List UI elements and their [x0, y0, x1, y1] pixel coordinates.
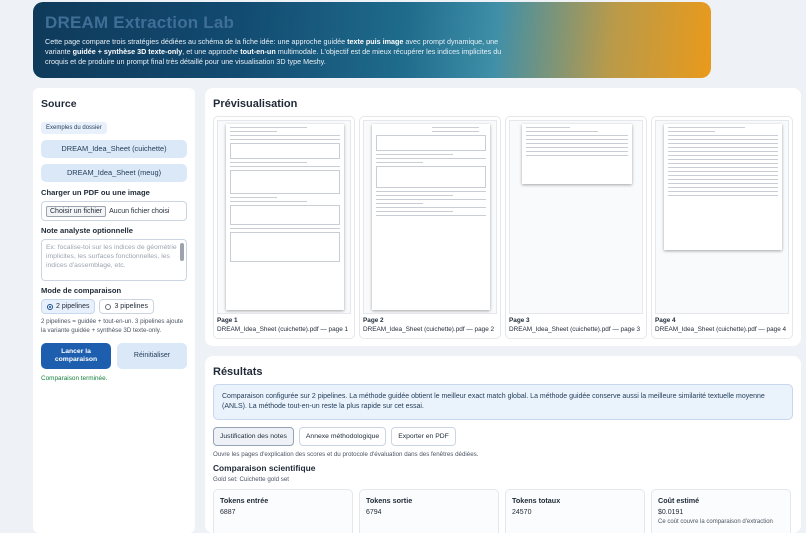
metric-card-total-tokens: Tokens totaux 24570 — [505, 489, 645, 533]
file-status: Aucun fichier choisi — [109, 207, 170, 215]
gold-set-label: Gold set: Cuichette gold set — [213, 476, 290, 483]
hero-banner — [33, 2, 711, 78]
preview-panel — [205, 88, 801, 346]
metric-card-estimated-cost: Coût estimé $0.0191 Ce coût couvre la comparaison d'extraction — [651, 489, 791, 533]
page-caption: DREAM_Idea_Sheet (cuichette).pdf — page 1 — [217, 326, 349, 333]
reset-button[interactable]: Réinitialiser — [117, 343, 187, 369]
metric-card-output-tokens: Tokens sortie 6794 — [359, 489, 499, 533]
page-caption: DREAM_Idea_Sheet (cuichette).pdf — page 2 — [363, 326, 495, 333]
scientific-comparison-title: Comparaison scientifique — [213, 463, 316, 473]
results-title: Résultats — [213, 366, 263, 378]
page-label: Page 2 — [363, 317, 384, 324]
mode-radio-3-pipelines[interactable]: 3 pipelines — [99, 299, 153, 314]
results-panel — [205, 356, 801, 533]
page-thumbnail — [363, 120, 497, 314]
analyst-note-input[interactable] — [41, 239, 187, 281]
run-comparison-button[interactable]: Lancer la comparaison — [41, 343, 111, 369]
example-button-cuichette[interactable]: DREAM_Idea_Sheet (cuichette) — [41, 140, 187, 158]
page-caption: DREAM_Idea_Sheet (cuichette).pdf — page 3 — [509, 326, 641, 333]
page-card[interactable] — [651, 116, 793, 339]
mode-radio-2-pipelines[interactable]: 2 pipelines — [41, 299, 95, 314]
radio-selected-icon — [47, 304, 53, 310]
hero-description: Cette page compare trois stratégies dédiées au schéma de la fiche idée: une approche guidée texte puis image avec prompt dynamique, une variante guidée + synthèse 3D texte-only, et une approche tout-en-un multimodale. L'objectif est de mieux récupérer les indices implicites du croquis et de produire un prompt final très détaillé pour une visualisation 3D type Meshy. — [45, 37, 502, 66]
page-thumbnail — [655, 120, 789, 314]
justification-button[interactable]: Justification des notes — [213, 427, 294, 446]
examples-chip: Exemples du dossier — [41, 122, 107, 134]
page-card[interactable] — [359, 116, 501, 339]
mode-help: 2 pipelines = guidée + tout-en-un. 3 pipelines ajoute la variante guidée + synthèse 3D texte-only. — [41, 318, 184, 334]
page-caption: DREAM_Idea_Sheet (cuichette).pdf — page 4 — [655, 326, 787, 333]
page-title: DREAM Extraction Lab — [45, 13, 235, 32]
page-thumbnail — [217, 120, 351, 314]
mode-label: Mode de comparaison — [41, 286, 122, 295]
results-summary: Comparaison configurée sur 2 pipelines. La méthode guidée obtient le meilleur exact match global. La méthode guidée conserve aussi la meilleure similarité textuelle moyenne (ANLS). La méthode tout-en-un reste la plus rapide sur cet essai. — [213, 384, 793, 420]
page-label: Page 4 — [655, 317, 676, 324]
page-thumbnail — [509, 120, 643, 314]
preview-title: Prévisualisation — [213, 98, 298, 110]
textarea-scrollbar[interactable] — [180, 243, 184, 261]
example-button-meug[interactable]: DREAM_Idea_Sheet (meug) — [41, 164, 187, 182]
note-label: Note analyste optionnelle — [41, 226, 133, 235]
upload-label: Charger un PDF ou une image — [41, 188, 150, 197]
note-placeholder: Ex: focalise-toi sur les indices de géométrie implicites, les surfaces fonctionnelles, les indices d'assemblage, etc. — [46, 244, 177, 269]
source-title: Source — [41, 98, 77, 110]
page-card[interactable] — [505, 116, 647, 339]
status-message: Comparaison terminée. — [41, 375, 108, 382]
page-label: Page 1 — [217, 317, 238, 324]
page-card[interactable] — [213, 116, 355, 339]
radio-empty-icon — [105, 304, 111, 310]
page-label: Page 3 — [509, 317, 530, 324]
source-sidebar — [33, 88, 195, 533]
metric-card-input-tokens: Tokens entrée 6887 — [213, 489, 353, 533]
choose-file-button[interactable]: Choisir un fichier — [46, 206, 106, 217]
file-input[interactable] — [41, 201, 187, 221]
methodology-button[interactable]: Annexe méthodologique — [299, 427, 386, 446]
tabs-note: Ouvre les pages d'explication des scores et du protocole d'évaluation dans des fenêtres dédiées. — [213, 451, 479, 458]
export-pdf-button[interactable]: Exporter en PDF — [391, 427, 456, 446]
